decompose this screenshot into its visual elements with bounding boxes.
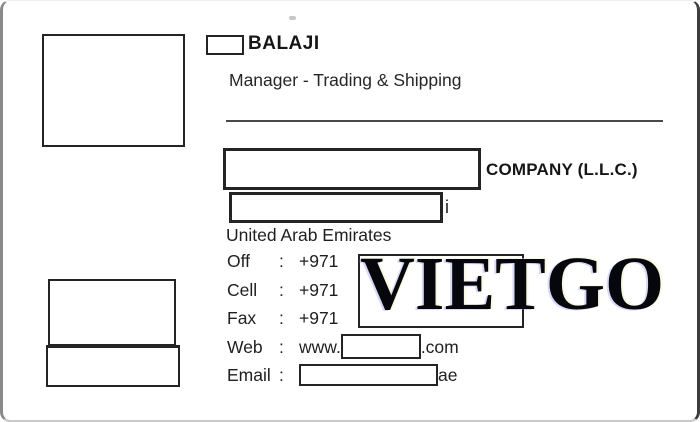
web-redaction-box <box>341 334 421 359</box>
address-redaction-box <box>229 192 443 223</box>
colon: : <box>279 365 284 386</box>
contact-row-email <box>227 361 459 390</box>
company-name-redaction-box <box>223 148 481 190</box>
cell-value: +971 <box>299 279 339 300</box>
web-label: Web <box>227 336 263 357</box>
office-label: Off <box>227 251 251 271</box>
contact-row-web <box>227 333 459 362</box>
cell-label: Cell <box>227 279 258 300</box>
fax-value: +971 <box>299 308 339 329</box>
fax-label: Fax <box>227 308 257 329</box>
person-title: Manager - Trading & Shipping <box>229 70 462 90</box>
email-label: Email <box>227 365 271 386</box>
address-fragment: i <box>445 197 449 217</box>
email-redaction-box <box>299 364 438 386</box>
divider-line <box>226 120 663 122</box>
company-suffix: COMPANY (L.L.C.) <box>486 160 638 179</box>
colon: : <box>279 336 284 357</box>
bottom-left-redaction-box-bottom <box>46 345 180 387</box>
country-line: United Arab Emirates <box>226 225 392 245</box>
bottom-left-redaction-box-top <box>48 279 176 346</box>
person-name: BALAJI <box>248 33 320 54</box>
colon: : <box>279 279 284 300</box>
first-name-redaction-box <box>206 35 244 55</box>
web-suffix: .com <box>420 336 459 357</box>
web-prefix: www. <box>299 336 341 357</box>
colon: : <box>279 251 284 271</box>
vietgo-watermark: VIETGO <box>360 242 665 326</box>
colon: : <box>279 308 284 329</box>
email-suffix: ae <box>438 365 458 386</box>
office-value: +971 <box>299 251 339 271</box>
scan-speck-artifact <box>289 16 296 20</box>
logo-redaction-box <box>42 34 185 147</box>
